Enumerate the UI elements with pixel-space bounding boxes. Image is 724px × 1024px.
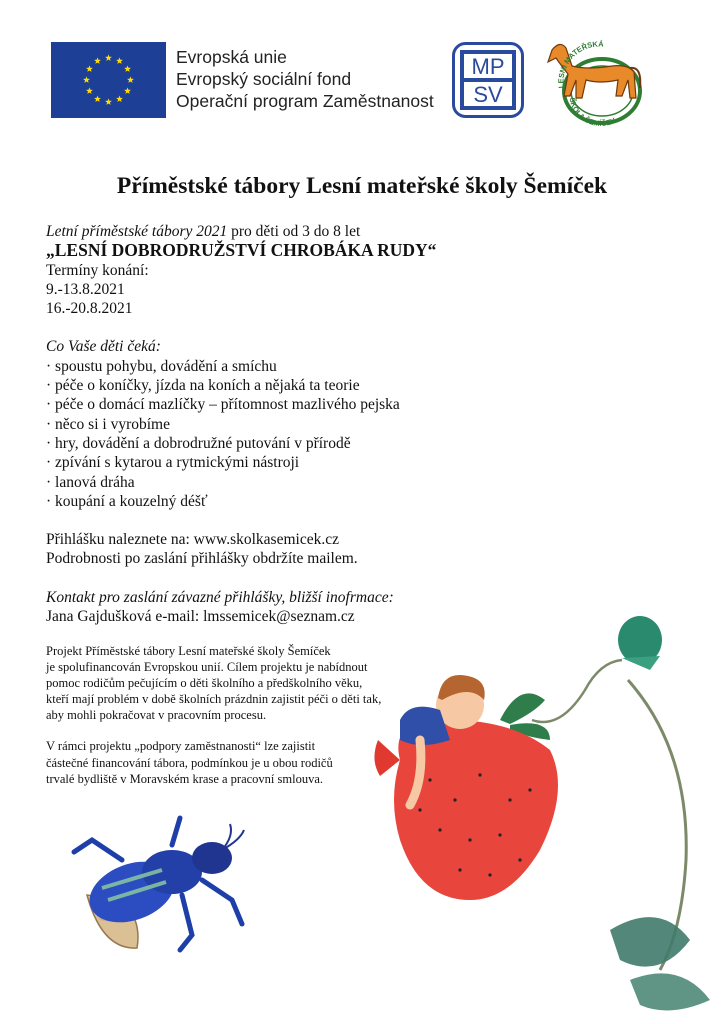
application-link-line: Přihlášku naleznete na: www.skolkasemicek.cz <box>46 531 339 549</box>
page-title: Příměstské tábory Lesní mateřské školy Šemíček <box>116 173 608 199</box>
terms-label: Termíny konání: <box>46 261 149 279</box>
camp-headline: „LESNÍ DOBRODRUŽSTVÍ CHROBÁKA RUDY“ <box>46 240 437 261</box>
eu-star-icon <box>124 87 131 94</box>
eu-star-icon <box>124 65 131 72</box>
project-line: V rámci projektu „podpory zaměstnanosti“ lze zajistit <box>46 739 316 754</box>
eu-star-icon <box>116 95 123 102</box>
project-line: trvalé bydliště v Moravském krase a pracovní smlouva. <box>46 771 324 786</box>
eu-star-icon <box>86 87 93 94</box>
contact-heading: Kontakt pro zaslání závazné přihlášky, bližší inofrmace: <box>46 588 394 606</box>
application-info-line: Podrobnosti po zaslání přihlášky obdržíte mailem. <box>46 550 358 568</box>
eu-stars-icon <box>51 42 166 118</box>
eu-star-icon <box>127 76 134 83</box>
mpsv-top-letters: MP <box>471 54 505 79</box>
eu-star-icon <box>94 95 101 102</box>
intro-rest: pro děti od 3 do 8 let <box>227 223 361 240</box>
school-logo-top-text: LESNÍ MATEŘSKÁ <box>556 39 604 89</box>
beetle-illustration <box>62 800 252 960</box>
eu-star-icon <box>83 76 90 83</box>
project-line: Projekt Příměstské tábory Lesní mateřské školy Šemíček <box>46 644 331 658</box>
contact-line: Jana Gajdušková e-mail: lmssemicek@seznam.cz <box>46 608 355 626</box>
eu-line: Evropský sociální fond <box>176 69 352 89</box>
activity-item: · spoustu pohybu, dovádění a smíchu <box>46 357 277 375</box>
project-line: aby mohli pokračovat v pracovním procesu. <box>46 708 267 723</box>
eu-star-icon <box>105 54 112 61</box>
strawberry-illustration <box>360 600 722 1020</box>
activity-item: · lanová dráha <box>46 473 135 491</box>
eu-flag-logo <box>51 42 166 118</box>
mpsv-logo <box>452 42 524 118</box>
intro-line <box>46 222 686 241</box>
activity-item: · zpívání s kytarou a rytmickými nástroji <box>46 454 300 472</box>
activities-heading: Co Vaše děti čeká: <box>46 338 161 356</box>
intro-italic: Letní příměstské tábory 2021 <box>46 223 228 240</box>
school-logo-bottom-text: ŠKOLA ŠEMÍČEK <box>567 97 618 126</box>
eu-text <box>176 46 434 112</box>
activity-item: · koupání a kouzelný déšť <box>46 492 208 510</box>
eu-line: Evropská unie <box>176 47 287 67</box>
activity-item: · něco si i vyrobíme <box>46 415 170 433</box>
activity-item: · péče o koníčky, jízda na koních a nějaká ta teorie <box>46 377 360 395</box>
activity-item: · péče o domácí mazlíčky – přítomnost mazlivého pejska <box>46 396 400 414</box>
eu-line: Operační program Zaměstnanost <box>176 91 434 111</box>
date-item: 16.-20.8.2021 <box>46 300 133 318</box>
project-line: částečné financování tábora, podmínkou je u obou rodičů <box>46 755 333 770</box>
svg-text:ŠKOLA ŠEMÍČEK <box>568 97 618 126</box>
mpsv-bottom-letters: SV <box>473 82 503 107</box>
eu-star-icon <box>116 57 123 64</box>
eu-star-icon <box>105 98 112 105</box>
project-line: je spolufinancován Evropskou unií. Cílem projektu je nabídnout <box>46 660 368 675</box>
eu-star-icon <box>94 57 101 64</box>
eu-star-icon <box>86 65 93 72</box>
main-content <box>46 222 686 626</box>
project-line: kteří mají problém v době školních prázdnin zajistit péči o děti tak, <box>46 692 382 707</box>
project-line: pomoc rodičům pečujícím o děti školního a předškolního věku, <box>46 676 363 691</box>
school-logo <box>542 36 650 126</box>
date-item: 9.-13.8.2021 <box>46 280 125 298</box>
activity-item: · hry, dovádění a dobrodružné putování v přírodě <box>46 434 351 452</box>
